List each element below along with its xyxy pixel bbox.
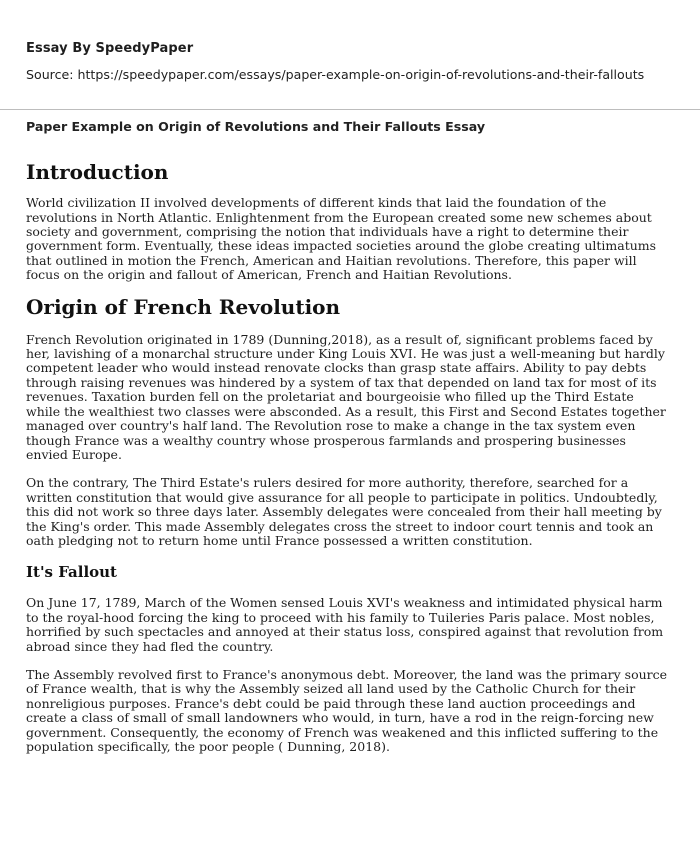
source-link[interactable]: Source: https://speedypaper.com/essays/paper-example-on-origin-of-revolutions-and-their-fallouts [26, 67, 645, 83]
document-title: Paper Example on Origin of Revolutions and Their Fallouts Essay [26, 118, 486, 134]
introduction-paragraph: World civilization II involved developments of different kinds that laid the foundation of the revolutions in North Atlantic. Enlightenment from the European created some new schemes about society and government, comprising the notion that individuals have a right to determine their government form. Eventually, these ideas impacted societies around the globe creating ultimatums that outlined in motion the French, American and Haitian revolutions. Therefore, this paper will focus on the origin and fallout of American, French and Haitian Revolutions. [26, 195, 657, 283]
header-divider [0, 109, 700, 110]
fallout-paragraph-1: On June 17, 1789, March of the Women sensed Louis XVI's weakness and intimidated physical harm to the royal-hood forcing the king to proceed with his family to Tuileries Paris palace. Most nobles, horrified by such spectacles and annoyed at their status loss, conspired against that revolution from abroad since they had fled the country. [26, 595, 664, 654]
introduction-heading: Introduction [26, 160, 169, 185]
brand-title: Essay By SpeedyPaper [26, 41, 194, 56]
fallout-paragraph-2: The Assembly revolved first to France's anonymous debt. Moreover, the land was the primary source of France wealth, that is why the Assembly seized all land used by the Catholic Church for their nonreligious purposes. France's debt could be paid through these land auction proceedings and create a class of small of small landowners who would, in turn, have a rod in the reign-forcing new government. Consequently, the economy of French was weakened and this inflicted suffering to the population specifically, the poor people ( Dunning, 2018). [26, 666, 668, 754]
origin-french-paragraph-2: On the contrary, The Third Estate's rulers desired for more authority, therefore, searched for a written constitution that would give assurance for all people to participate in politics. Undoubtedly, this did not work so three days later. Assembly delegates were concealed from their hall meeting by the King's order. This made Assembly delegates cross the street to indoor court tennis and took an oath pledging not to return home until France possessed a written constitution. [26, 475, 662, 548]
fallout-heading: It's Fallout [26, 563, 117, 582]
origin-french-heading: Origin of French Revolution [26, 294, 341, 319]
page-header [26, 0, 668, 83]
origin-french-paragraph-1: French Revolution originated in 1789 (Dunning,2018), as a result of, significant problems faced by her, lavishing of a monarchal structure under King Louis XVI. He was just a well-meaning but hardly competent leader who would instead renovate clocks than grasp state affairs. Ability to pay debts through raising revenues was hindered by a system of tax that depended on land tax for most of its revenues. Taxation burden fell on the proletariat and bourgeoisie who filled up the Third Estate while the wealthiest two classes were absconded. As a result, this First and Second Estates together managed over country's half land. The Revolution rose to make a change in the tax system even though France was a wealthy country whose prosperous farmlands and prospering businesses envied Europe. [26, 331, 666, 462]
